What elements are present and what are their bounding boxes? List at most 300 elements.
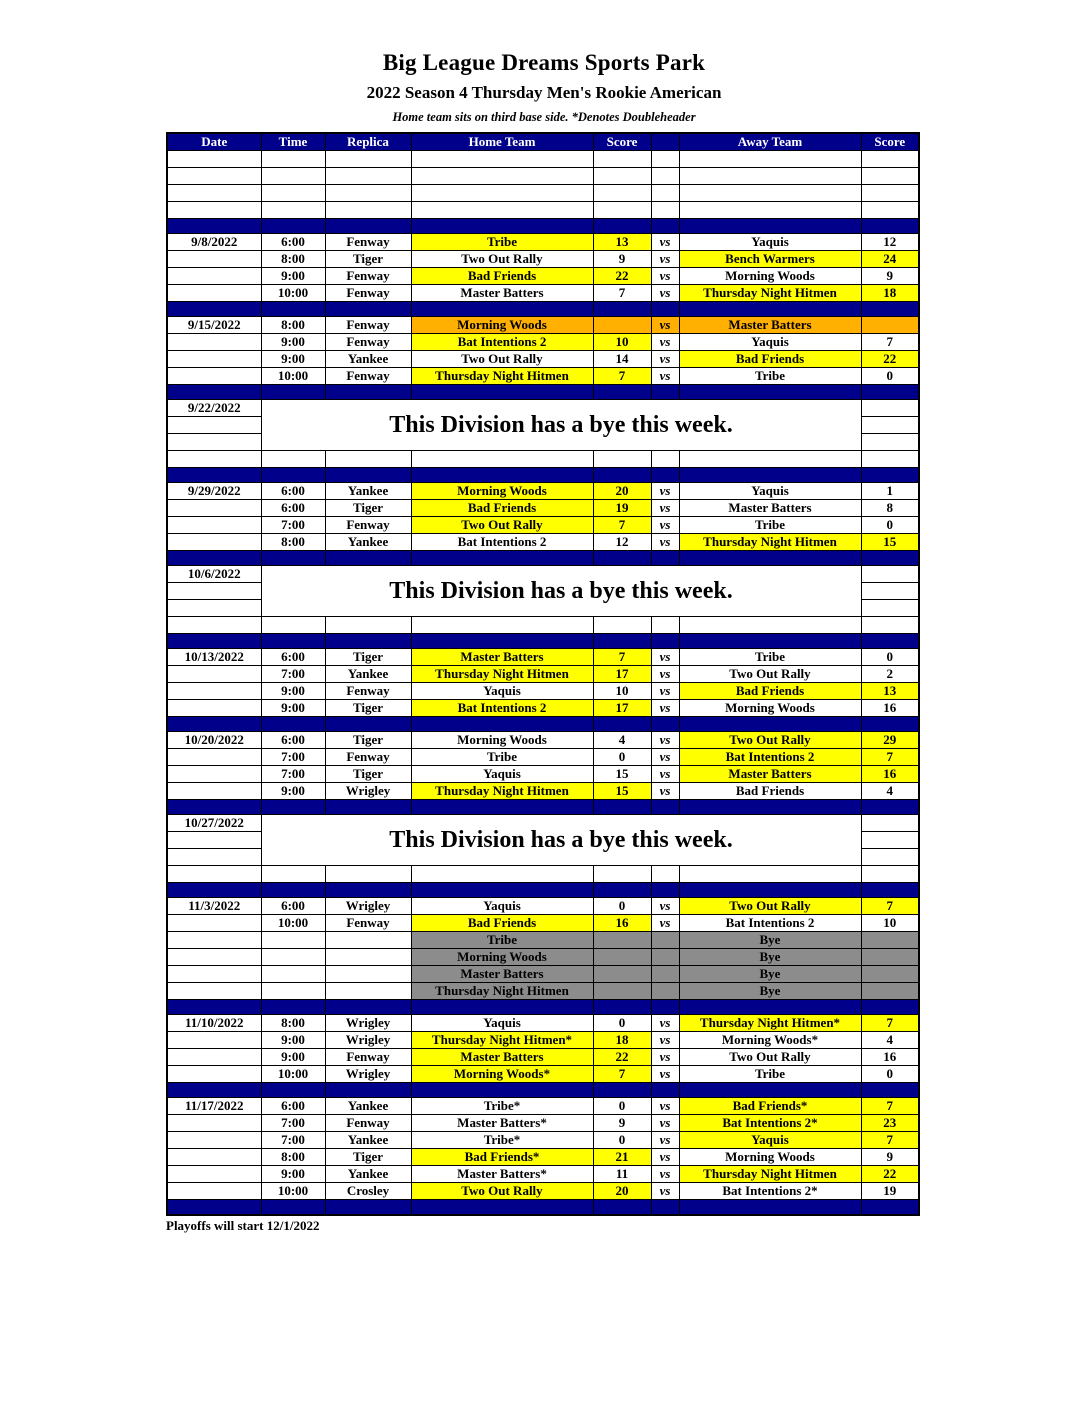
time-cell: 10:00 [261, 368, 325, 385]
home-score-cell [593, 866, 651, 883]
game-row [167, 898, 919, 915]
schedule-table-body [167, 133, 919, 1215]
date-cell [167, 700, 261, 717]
away-team-cell [679, 1000, 861, 1015]
vs-cell: vs [651, 1032, 679, 1049]
home-score-cell [593, 151, 651, 168]
vs-cell: vs [651, 1183, 679, 1200]
home-team-cell: Master Batters [411, 649, 593, 666]
away-team-cell [679, 385, 861, 400]
away-score-cell [861, 883, 919, 898]
time-cell [261, 302, 325, 317]
away-team-cell: Bat Intentions 2* [679, 1183, 861, 1200]
away-score-cell: 0 [861, 517, 919, 534]
away-team-cell [679, 168, 861, 185]
away-team-cell [679, 800, 861, 815]
home-team-cell: Master Batters [411, 966, 593, 983]
date-cell [167, 468, 261, 483]
replica-cell [325, 468, 411, 483]
home-team-cell [411, 800, 593, 815]
date-cell: 9/29/2022 [167, 483, 261, 500]
column-header: Date [167, 133, 261, 151]
time-cell [261, 966, 325, 983]
away-team-cell [679, 866, 861, 883]
date-cell [167, 866, 261, 883]
time-cell: 7:00 [261, 1132, 325, 1149]
replica-cell: Yankee [325, 1166, 411, 1183]
away-team-cell: Bye [679, 932, 861, 949]
time-cell: 9:00 [261, 1049, 325, 1066]
home-team-cell: Two Out Rally [411, 1183, 593, 1200]
home-score-cell: 20 [593, 1183, 651, 1200]
home-score-cell: 17 [593, 666, 651, 683]
date-cell: 10/6/2022 [167, 566, 261, 583]
home-score-cell [593, 302, 651, 317]
home-team-cell: Bat Intentions 2 [411, 700, 593, 717]
replica-cell [325, 451, 411, 468]
vs-cell: vs [651, 483, 679, 500]
separator-row [167, 883, 919, 898]
vs-cell: vs [651, 317, 679, 334]
home-team-cell: Bat Intentions 2 [411, 334, 593, 351]
replica-cell [325, 185, 411, 202]
away-team-cell: Bat Intentions 2 [679, 915, 861, 932]
home-team-cell: Bad Friends [411, 915, 593, 932]
replica-cell [325, 866, 411, 883]
date-cell [167, 849, 261, 866]
replica-cell: Yankee [325, 1132, 411, 1149]
home-team-cell: Yaquis [411, 683, 593, 700]
vs-cell [651, 1083, 679, 1098]
away-score-cell: 4 [861, 1032, 919, 1049]
home-score-cell [593, 932, 651, 949]
replica-cell: Fenway [325, 749, 411, 766]
date-cell [167, 534, 261, 551]
away-score-cell: 7 [861, 334, 919, 351]
home-score-cell: 21 [593, 1149, 651, 1166]
column-header: Home Team [411, 133, 593, 151]
home-team-cell: Tribe* [411, 1098, 593, 1115]
home-score-cell: 7 [593, 1066, 651, 1083]
time-cell [261, 800, 325, 815]
away-team-cell: Tribe [679, 649, 861, 666]
game-row [167, 251, 919, 268]
replica-cell: Wrigley [325, 898, 411, 915]
replica-cell [325, 634, 411, 649]
away-team-cell: Morning Woods [679, 268, 861, 285]
away-score-cell [861, 202, 919, 219]
home-team-cell: Morning Woods [411, 317, 593, 334]
game-row [167, 766, 919, 783]
home-score-cell: 7 [593, 517, 651, 534]
vs-cell [651, 966, 679, 983]
home-team-cell: Bat Intentions 2 [411, 534, 593, 551]
game-row [167, 1132, 919, 1149]
time-cell [261, 949, 325, 966]
date-cell [167, 600, 261, 617]
replica-cell [325, 551, 411, 566]
replica-cell: Wrigley [325, 783, 411, 800]
home-score-cell: 18 [593, 1032, 651, 1049]
home-score-cell: 9 [593, 251, 651, 268]
vs-cell: vs [651, 732, 679, 749]
team-bye-row [167, 932, 919, 949]
replica-cell [325, 219, 411, 234]
date-cell [167, 302, 261, 317]
away-score-cell [861, 617, 919, 634]
away-score-cell: 7 [861, 1132, 919, 1149]
time-cell [261, 151, 325, 168]
date-cell [167, 368, 261, 385]
vs-cell [651, 185, 679, 202]
column-header: Replica [325, 133, 411, 151]
bye-banner: This Division has a bye this week. [261, 566, 861, 617]
away-team-cell: Master Batters [679, 317, 861, 334]
replica-cell [325, 168, 411, 185]
vs-cell [651, 202, 679, 219]
time-cell: 6:00 [261, 500, 325, 517]
home-score-cell: 0 [593, 1132, 651, 1149]
separator-row [167, 302, 919, 317]
home-team-cell [411, 1200, 593, 1215]
game-row [167, 783, 919, 800]
vs-cell: vs [651, 700, 679, 717]
vs-cell: vs [651, 234, 679, 251]
game-row [167, 749, 919, 766]
separator-row [167, 1083, 919, 1098]
away-score-cell [861, 983, 919, 1000]
away-team-cell: Bye [679, 983, 861, 1000]
date-cell [167, 800, 261, 815]
date-cell [167, 1000, 261, 1015]
vs-cell: vs [651, 766, 679, 783]
home-team-cell: Tribe [411, 932, 593, 949]
vs-cell: vs [651, 683, 679, 700]
away-score-cell: 23 [861, 1115, 919, 1132]
vs-cell [651, 219, 679, 234]
time-cell [261, 1083, 325, 1098]
away-score-cell [861, 1000, 919, 1015]
vs-cell: vs [651, 285, 679, 302]
away-score-cell [861, 185, 919, 202]
away-score-cell: 7 [861, 1098, 919, 1115]
time-cell [261, 202, 325, 219]
date-cell: 10/20/2022 [167, 732, 261, 749]
time-cell: 8:00 [261, 251, 325, 268]
time-cell: 9:00 [261, 783, 325, 800]
away-team-cell [679, 302, 861, 317]
replica-cell [325, 883, 411, 898]
away-score-cell [861, 717, 919, 732]
home-team-cell [411, 168, 593, 185]
home-score-cell: 0 [593, 1098, 651, 1115]
replica-cell: Fenway [325, 285, 411, 302]
date-cell [167, 617, 261, 634]
replica-cell: Wrigley [325, 1032, 411, 1049]
home-team-cell: Two Out Rally [411, 251, 593, 268]
home-score-cell: 20 [593, 483, 651, 500]
replica-cell [325, 617, 411, 634]
away-team-cell: Bench Warmers [679, 251, 861, 268]
vs-cell: vs [651, 334, 679, 351]
game-row [167, 517, 919, 534]
game-row [167, 1066, 919, 1083]
home-team-cell: Thursday Night Hitmen [411, 666, 593, 683]
away-team-cell [679, 451, 861, 468]
away-team-cell [679, 551, 861, 566]
away-score-cell: 16 [861, 766, 919, 783]
away-team-cell: Tribe [679, 1066, 861, 1083]
home-score-cell: 0 [593, 898, 651, 915]
vs-cell: vs [651, 368, 679, 385]
time-cell: 6:00 [261, 732, 325, 749]
bye-row [167, 566, 919, 583]
replica-cell: Fenway [325, 234, 411, 251]
home-score-cell: 7 [593, 368, 651, 385]
home-score-cell [593, 983, 651, 1000]
game-row [167, 1015, 919, 1032]
vs-cell: vs [651, 666, 679, 683]
away-team-cell [679, 1083, 861, 1098]
home-score-cell: 9 [593, 1115, 651, 1132]
vs-cell: vs [651, 351, 679, 368]
date-cell [167, 385, 261, 400]
time-cell: 8:00 [261, 1015, 325, 1032]
replica-cell [325, 302, 411, 317]
game-row [167, 534, 919, 551]
replica-cell [325, 949, 411, 966]
replica-cell: Tiger [325, 251, 411, 268]
time-cell: 9:00 [261, 334, 325, 351]
away-team-cell: Tribe [679, 368, 861, 385]
away-score-cell [861, 551, 919, 566]
time-cell [261, 551, 325, 566]
home-team-cell: Yaquis [411, 898, 593, 915]
home-team-cell: Morning Woods [411, 732, 593, 749]
away-team-cell: Yaquis [679, 1132, 861, 1149]
away-score-cell [861, 634, 919, 649]
away-score-cell: 9 [861, 268, 919, 285]
separator-row [167, 551, 919, 566]
game-row [167, 649, 919, 666]
vs-cell [651, 717, 679, 732]
time-cell: 7:00 [261, 666, 325, 683]
time-cell [261, 717, 325, 732]
away-team-cell [679, 717, 861, 732]
away-score-cell: 4 [861, 783, 919, 800]
away-team-cell: Yaquis [679, 234, 861, 251]
time-cell: 8:00 [261, 534, 325, 551]
vs-cell [651, 634, 679, 649]
date-cell [167, 1200, 261, 1215]
time-cell: 8:00 [261, 317, 325, 334]
away-score-cell: 8 [861, 500, 919, 517]
away-score-cell [861, 849, 919, 866]
time-cell: 6:00 [261, 898, 325, 915]
date-cell [167, 1115, 261, 1132]
column-header: Score [861, 133, 919, 151]
vs-cell [651, 932, 679, 949]
replica-cell: Yankee [325, 483, 411, 500]
empty-row [167, 202, 919, 219]
home-score-cell [593, 317, 651, 334]
home-team-cell: Thursday Night Hitmen [411, 368, 593, 385]
game-row [167, 732, 919, 749]
time-cell [261, 385, 325, 400]
home-team-note: Home team sits on third base side. *Denotes Doubleheader [392, 110, 696, 124]
date-cell [167, 185, 261, 202]
home-score-cell: 15 [593, 766, 651, 783]
home-score-cell [593, 1200, 651, 1215]
away-team-cell: Morning Woods* [679, 1032, 861, 1049]
away-score-cell [861, 168, 919, 185]
home-team-cell [411, 551, 593, 566]
separator-row [167, 385, 919, 400]
away-score-cell [861, 583, 919, 600]
date-cell: 11/10/2022 [167, 1015, 261, 1032]
vs-cell [651, 800, 679, 815]
away-score-cell: 18 [861, 285, 919, 302]
away-team-cell [679, 634, 861, 649]
vs-cell: vs [651, 268, 679, 285]
time-cell [261, 983, 325, 1000]
home-team-cell: Master Batters [411, 285, 593, 302]
home-team-cell: Bad Friends [411, 500, 593, 517]
date-cell: 9/22/2022 [167, 400, 261, 417]
schedule-table-wrap [166, 132, 918, 1234]
time-cell: 10:00 [261, 285, 325, 302]
time-cell [261, 219, 325, 234]
date-cell [167, 949, 261, 966]
away-team-cell [679, 185, 861, 202]
away-score-cell [861, 949, 919, 966]
schedule-table [166, 132, 920, 1216]
away-score-cell: 22 [861, 351, 919, 368]
time-cell: 6:00 [261, 1098, 325, 1115]
replica-cell: Yankee [325, 351, 411, 368]
replica-cell: Tiger [325, 732, 411, 749]
vs-cell [651, 983, 679, 1000]
away-score-cell [861, 317, 919, 334]
date-cell [167, 517, 261, 534]
away-team-cell: Thursday Night Hitmen [679, 534, 861, 551]
date-cell [167, 202, 261, 219]
date-cell [167, 766, 261, 783]
time-cell: 6:00 [261, 649, 325, 666]
away-score-cell: 24 [861, 251, 919, 268]
away-score-cell [861, 932, 919, 949]
home-score-cell: 7 [593, 285, 651, 302]
bye-row [167, 815, 919, 832]
vs-cell: vs [651, 898, 679, 915]
home-score-cell [593, 451, 651, 468]
time-cell: 6:00 [261, 483, 325, 500]
game-row [167, 1098, 919, 1115]
away-team-cell: Two Out Rally [679, 666, 861, 683]
vs-cell [651, 385, 679, 400]
game-row [167, 915, 919, 932]
home-team-cell: Morning Woods [411, 949, 593, 966]
away-team-cell: Yaquis [679, 334, 861, 351]
home-team-cell [411, 151, 593, 168]
column-header [651, 133, 679, 151]
away-score-cell: 9 [861, 1149, 919, 1166]
replica-cell [325, 385, 411, 400]
home-score-cell: 7 [593, 649, 651, 666]
time-cell [261, 883, 325, 898]
date-cell [167, 285, 261, 302]
replica-cell [325, 966, 411, 983]
away-score-cell: 0 [861, 649, 919, 666]
home-team-cell: Master Batters* [411, 1115, 593, 1132]
vs-cell: vs [651, 1149, 679, 1166]
home-score-cell: 10 [593, 334, 651, 351]
time-cell [261, 168, 325, 185]
game-row [167, 683, 919, 700]
date-cell [167, 915, 261, 932]
date-cell [167, 451, 261, 468]
home-team-cell: Master Batters* [411, 1166, 593, 1183]
empty-row [167, 451, 919, 468]
home-score-cell: 15 [593, 783, 651, 800]
vs-cell [651, 551, 679, 566]
time-cell: 10:00 [261, 1183, 325, 1200]
home-score-cell: 10 [593, 683, 651, 700]
time-cell [261, 185, 325, 202]
home-score-cell [593, 1083, 651, 1098]
separator-row [167, 634, 919, 649]
vs-cell [651, 151, 679, 168]
away-team-cell: Bad Friends [679, 351, 861, 368]
home-team-cell: Thursday Night Hitmen [411, 783, 593, 800]
season-subtitle: 2022 Season 4 Thursday Men's Rookie American [366, 83, 722, 102]
separator-row [167, 1000, 919, 1015]
home-score-cell: 22 [593, 1049, 651, 1066]
home-score-cell [593, 168, 651, 185]
away-score-cell [861, 966, 919, 983]
away-team-cell [679, 151, 861, 168]
playoffs-note: Playoffs will start 12/1/2022 [166, 1217, 320, 1233]
away-team-cell [679, 202, 861, 219]
game-row [167, 500, 919, 517]
home-score-cell [593, 883, 651, 898]
date-cell [167, 1166, 261, 1183]
time-cell: 9:00 [261, 683, 325, 700]
vs-cell: vs [651, 649, 679, 666]
away-score-cell: 0 [861, 1066, 919, 1083]
replica-cell: Fenway [325, 368, 411, 385]
replica-cell: Crosley [325, 1183, 411, 1200]
away-score-cell: 16 [861, 700, 919, 717]
vs-cell: vs [651, 500, 679, 517]
vs-cell: vs [651, 517, 679, 534]
away-score-cell: 2 [861, 666, 919, 683]
empty-row [167, 866, 919, 883]
replica-cell: Fenway [325, 334, 411, 351]
replica-cell: Fenway [325, 268, 411, 285]
replica-cell: Tiger [325, 500, 411, 517]
home-team-cell: Yaquis [411, 766, 593, 783]
home-score-cell: 11 [593, 1166, 651, 1183]
date-cell [167, 717, 261, 732]
home-score-cell [593, 949, 651, 966]
date-cell [167, 351, 261, 368]
replica-cell: Tiger [325, 1149, 411, 1166]
away-score-cell [861, 832, 919, 849]
date-cell [167, 417, 261, 434]
vs-cell: vs [651, 749, 679, 766]
game-row [167, 234, 919, 251]
